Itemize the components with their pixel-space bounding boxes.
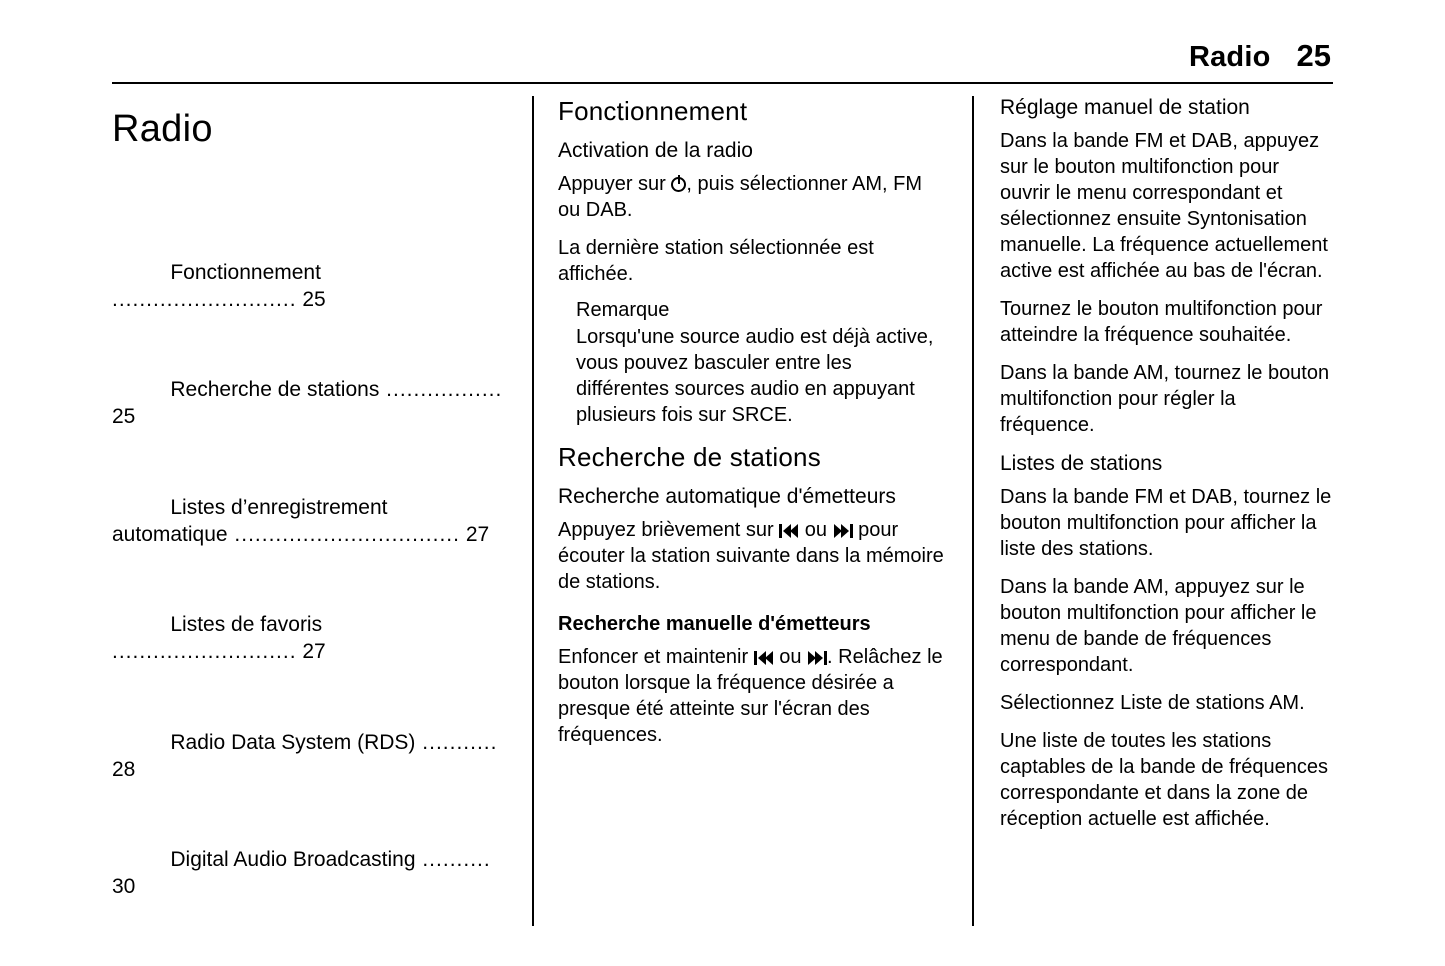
toc-label: Listes de favoris — [170, 613, 323, 637]
paragraph-recherche-manuelle — [558, 644, 948, 748]
text-fragment: ou — [773, 646, 808, 668]
toc-page: 27 — [465, 522, 490, 546]
text-fragment: pour écouter la station suivante dans la mémoire de stations. — [558, 519, 944, 593]
paragraph-listes-1: Dans la bande FM et DAB, tournez le bouton multifonction pour afficher la liste des stations. — [1000, 486, 1332, 560]
paragraph-listes-3: Sélectionnez Liste de stations AM. — [1000, 692, 1305, 714]
text-fragment: . Relâchez le bouton lorsque la fréquence désirée a presque été atteinte sur l'écran des fréquences. — [558, 646, 943, 746]
skip-forward-icon — [807, 651, 827, 665]
paragraph-listes-2: Dans la bande AM, appuyez sur le bouton multifonction pour afficher le menu de bande de fréquences correspondant. — [1000, 576, 1317, 676]
column-middle — [532, 96, 972, 926]
subsection-reglage-manuel: Réglage manuel de station — [1000, 96, 1250, 119]
text-fragment: Appuyer sur — [558, 173, 672, 195]
toc-page: 25 — [302, 287, 326, 311]
toc-leaders: ........................... — [112, 260, 328, 311]
paragraph-recherche-automatique — [558, 517, 948, 595]
toc-label: Listes d’enregistrement automatique — [112, 495, 394, 546]
column-left — [112, 96, 532, 926]
toc-page: 25 — [112, 405, 136, 429]
paragraph-listes-4: Une liste de toutes les stations captables de la bande de fréquences correspondante et dans la zone de réception actuelle est affichée. — [1000, 730, 1329, 830]
toc-leaders: ................................. — [227, 522, 460, 546]
paragraph-reglage-3: Dans la bande AM, tournez le bouton multifonction pour régler la fréquence. — [1000, 362, 1330, 436]
note-block — [576, 299, 948, 428]
toc-leaders: ................. — [379, 378, 503, 402]
toc-label: Digital Audio Broadcasting — [170, 848, 416, 872]
subsection-recherche-automatique: Recherche automatique d'émetteurs — [558, 485, 896, 508]
chapter-title: Radio — [112, 108, 213, 150]
toc-leaders: ........... — [415, 730, 498, 754]
toc-entry[interactable] — [112, 233, 504, 341]
column-right — [972, 96, 1333, 926]
header-divider — [112, 82, 1333, 84]
text-fragment: , puis sélectionner AM, FM ou DAB. — [558, 173, 923, 221]
note-title: Remarque — [576, 299, 670, 321]
section-title-fonctionnement: Fonctionnement — [558, 96, 748, 126]
text-fragment: Enfoncer et maintenir — [558, 646, 754, 668]
toc-leaders: .......... — [415, 848, 491, 872]
toc-entry[interactable] — [112, 468, 504, 576]
text-fragment: ou — [799, 519, 833, 541]
toc-entry[interactable] — [112, 586, 504, 694]
paragraph-reglage-2: Tournez le bouton multifonction pour atteindre la fréquence souhaitée. — [1000, 298, 1323, 346]
toc-label: Radio Data System (RDS) — [170, 730, 416, 754]
subsection-recherche-manuelle: Recherche manuelle d'émetteurs — [558, 613, 871, 635]
power-icon — [671, 177, 686, 192]
paragraph-reglage-1: Dans la bande FM et DAB, appuyez sur le bouton multifonction pour ouvrir le menu correspondant et sélectionnez ensuite Syntonisation manuelle. La fréquence actuellement active est affichée au bas de l'écran. — [1000, 130, 1328, 282]
table-of-contents — [112, 233, 504, 928]
section-title-recherche-stations: Recherche de stations — [558, 442, 821, 472]
note-body: Lorsqu'une source audio est déjà active, vous pouvez basculer entre les différentes sources audio en appuyant plusieurs fois sur SRCE. — [576, 326, 934, 426]
skip-backward-icon — [754, 651, 774, 665]
toc-page: 27 — [302, 640, 326, 664]
toc-label: Fonctionnement — [170, 260, 321, 284]
subsection-listes-stations: Listes de stations — [1000, 452, 1163, 475]
subsection-activation-radio: Activation de la radio — [558, 139, 753, 162]
toc-entry[interactable] — [112, 821, 504, 929]
page-header — [112, 38, 1333, 82]
header-chapter-title: Radio — [1188, 41, 1271, 73]
toc-entry[interactable] — [112, 703, 504, 811]
toc-label: Recherche de stations — [170, 378, 380, 402]
toc-entry[interactable] — [112, 351, 504, 459]
toc-page: 28 — [112, 757, 136, 781]
toc-page: 30 — [112, 875, 136, 899]
header-page-number: 25 — [1296, 38, 1331, 73]
skip-backward-icon — [779, 524, 799, 538]
toc-leaders: ........................... — [112, 613, 329, 664]
paragraph-last-station: La dernière station sélectionnée est affichée. — [558, 237, 874, 285]
text-fragment: Appuyez brièvement sur — [558, 519, 780, 541]
paragraph-activation-step — [558, 171, 948, 223]
page-columns — [112, 96, 1333, 926]
skip-forward-icon — [833, 524, 853, 538]
